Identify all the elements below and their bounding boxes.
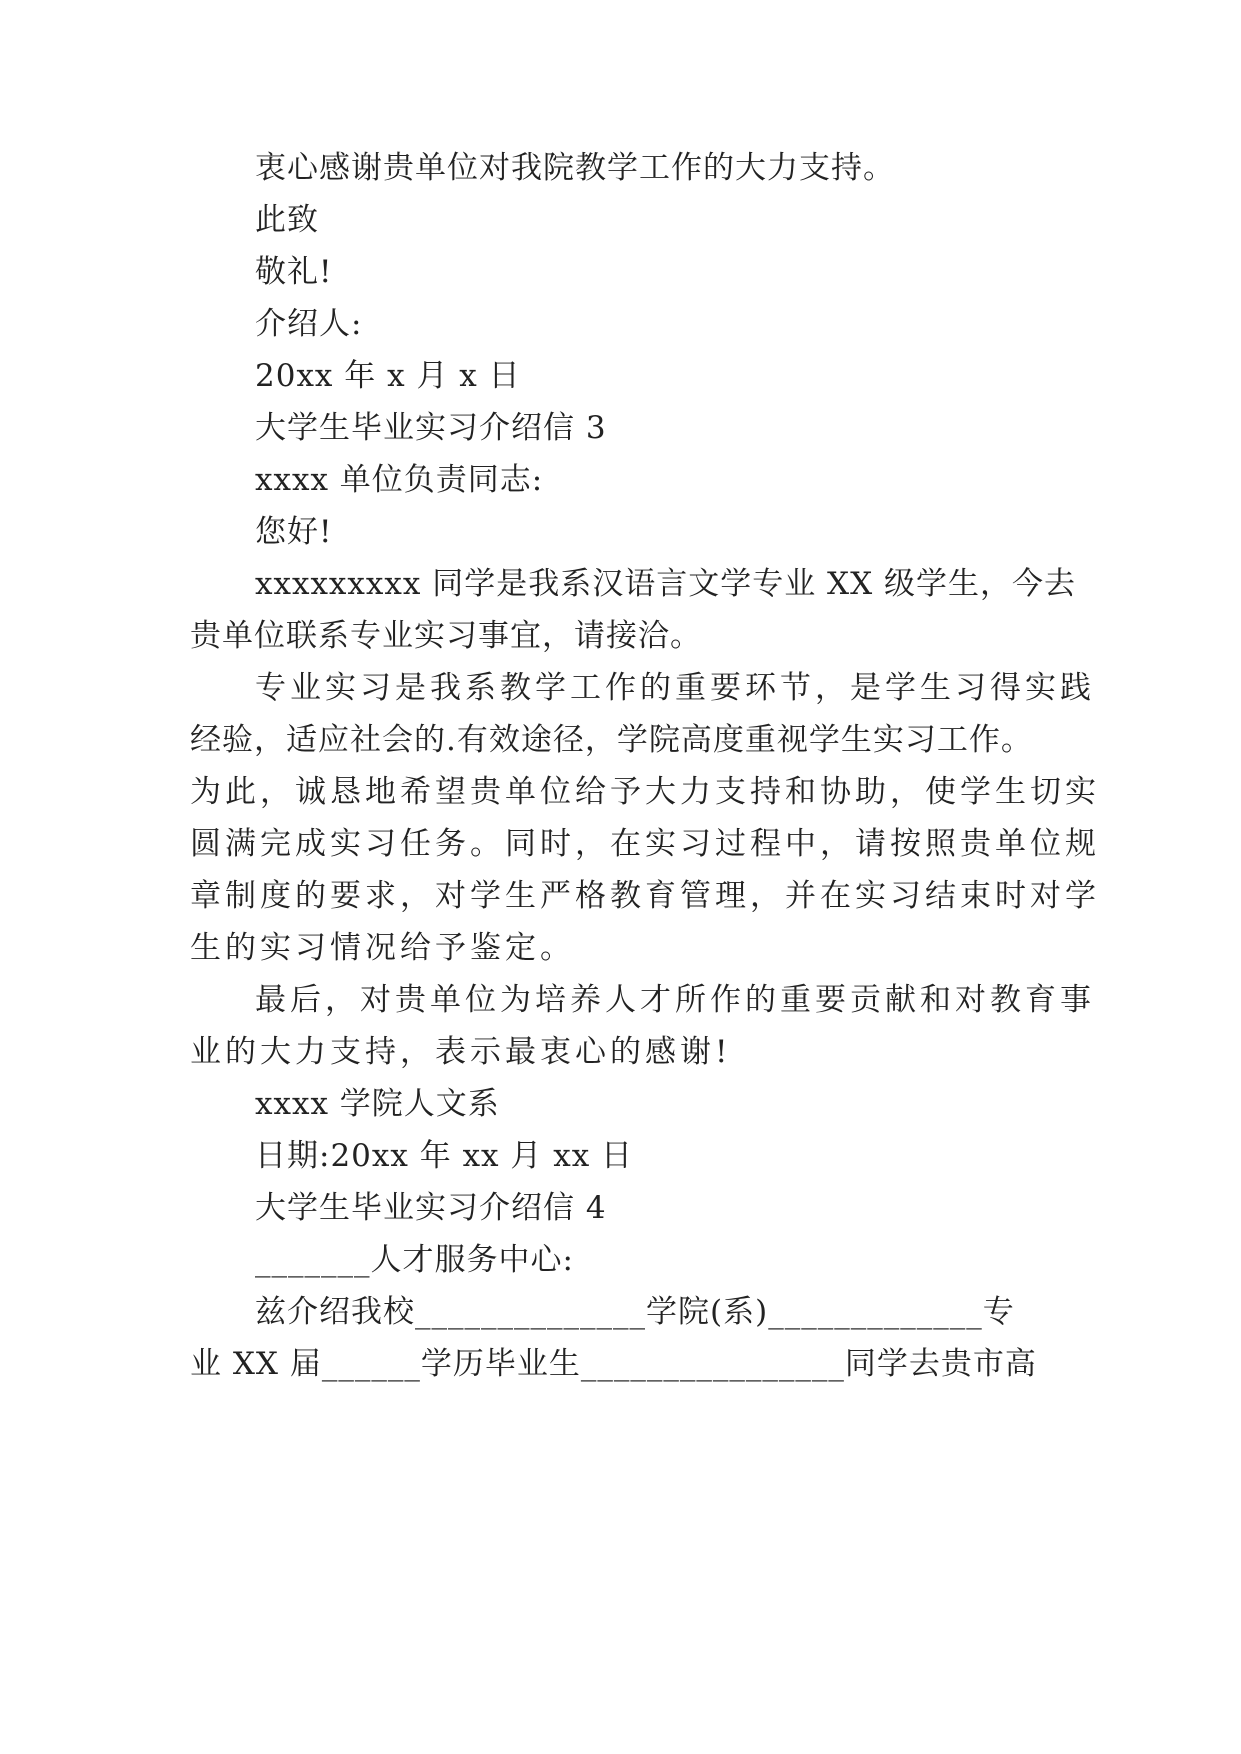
text-line-thanks: 衷心感谢贵单位对我院教学工作的大力支持。 — [255, 150, 895, 186]
text-line-jingli: 敬礼! — [255, 254, 333, 290]
paragraph-3-line-1: 最后，对贵单位为培养人才所作的重要贡献和对教育事 — [255, 982, 1095, 1018]
paragraph-2-line-6: 生的实习情况给予鉴定。 — [190, 930, 575, 966]
section-heading-4: 大学生毕业实习介绍信 4 — [255, 1190, 607, 1226]
paragraph-1-line-2: 贵单位联系专业实习事宜，请接洽。 — [190, 618, 702, 654]
paragraph-2-line-3: 为此，诚恳地希望贵单位给予大力支持和协助，使学生切实 — [190, 774, 1100, 810]
text-line-date-1: 20xx 年 x 月 x 日 — [255, 358, 521, 394]
text-line-department: xxxx 学院人文系 — [255, 1086, 500, 1122]
paragraph-2-line-5: 章制度的要求，对学生严格教育管理，并在实习结束时对学 — [190, 878, 1100, 914]
text-line-talent-center: _______人才服务中心: — [255, 1242, 574, 1278]
text-line-introducer: 介绍人: — [255, 306, 363, 342]
paragraph-3-line-2: 业的大力支持，表示最衷心的感谢! — [190, 1034, 732, 1070]
text-line-greeting: 您好! — [255, 514, 333, 550]
paragraph-1-line-1: xxxxxxxxx 同学是我系汉语言文学专业 XX 级学生，今去 — [255, 566, 1077, 602]
text-line-cizhi: 此致 — [255, 202, 319, 238]
text-line-salutation: xxxx 单位负责同志: — [255, 462, 544, 498]
text-line-date-2: 日期:20xx 年 xx 月 xx 日 — [255, 1138, 634, 1174]
paragraph-4-line-1: 兹介绍我校______________学院(系)_____________专 — [255, 1294, 1015, 1330]
section-heading-3: 大学生毕业实习介绍信 3 — [255, 410, 607, 446]
paragraph-4-line-2: 业 XX 届______学历毕业生________________同学去贵市高 — [190, 1346, 1037, 1382]
paragraph-2-line-4: 圆满完成实习任务。同时，在实习过程中，请按照贵单位规 — [190, 826, 1100, 862]
paragraph-2-line-1: 专业实习是我系教学工作的重要环节，是学生习得实践 — [255, 670, 1095, 706]
paragraph-2-line-2: 经验，适应社会的.有效途径，学院高度重视学生实习工作。 — [190, 722, 1033, 758]
